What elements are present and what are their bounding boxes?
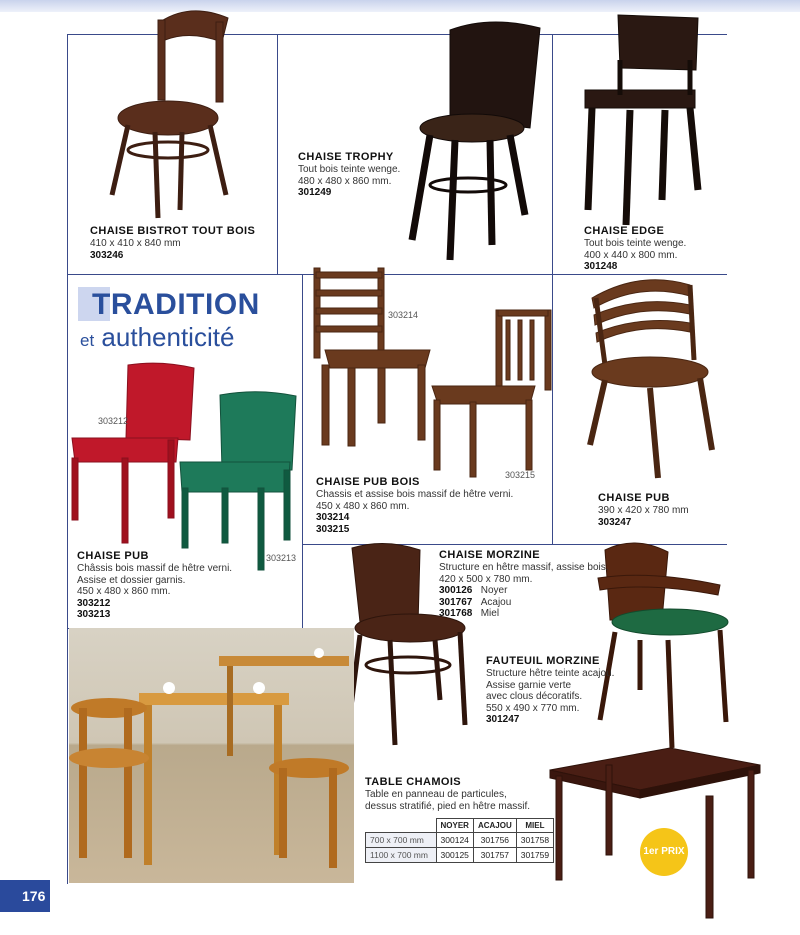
label-303214: 303214 — [388, 310, 419, 320]
trophy-chair-image — [412, 22, 540, 260]
table-row — [366, 833, 554, 848]
product-ref: 303214 — [316, 512, 350, 523]
product-title: CHAISE PUB — [77, 550, 149, 562]
product-fauteuil — [486, 655, 614, 726]
product-desc: 420 x 500 x 780 mm. — [439, 573, 533, 585]
product-desc: Structure hêtre teinte acajou. — [486, 668, 615, 679]
row-label: 700 x 700 mm — [366, 833, 437, 848]
product-ref: 303213 — [77, 609, 111, 620]
edge-chair-image — [585, 15, 698, 225]
product-desc: Tout bois teinte wenge. — [298, 164, 401, 175]
pub-bois-chair-1-image — [314, 268, 430, 446]
product-desc: Table en panneau de particules, — [365, 789, 507, 800]
product-ref: 303212 — [77, 597, 111, 609]
table-cell: 301756 — [473, 833, 516, 848]
product-desc: avec clous décoratifs. — [486, 691, 583, 702]
product-desc: Châssis bois massif de hêtre verni. — [77, 563, 233, 574]
product-desc: dessus stratifié, pied en hêtre massif. — [365, 800, 531, 812]
table-cell: 301758 — [516, 833, 553, 848]
pub-bois-chair-2-image — [432, 310, 551, 477]
header-noyer: NOYER — [436, 819, 473, 833]
restaurant-scene — [69, 628, 354, 883]
product-desc: 550 x 490 x 770 mm. — [486, 702, 580, 714]
product-ref: 301247 — [486, 714, 520, 725]
product-edge — [584, 225, 686, 273]
product-desc: 480 x 480 x 860 mm. — [298, 175, 392, 187]
variant-row — [439, 585, 609, 597]
table-cell: 301759 — [516, 848, 553, 863]
product-table — [365, 776, 530, 812]
product-trophy — [298, 151, 400, 199]
red-chair-image — [72, 363, 194, 543]
product-bistrot — [90, 225, 255, 261]
restaurant-photo — [69, 628, 354, 883]
product-desc: 450 x 480 x 860 mm. — [77, 586, 171, 597]
product-title: CHAISE EDGE — [584, 225, 665, 237]
product-desc: Structure en hêtre massif, assise bois. — [439, 562, 609, 573]
page-heading: TRADITION — [92, 288, 260, 321]
product-ref: 301248 — [584, 261, 618, 272]
product-ref: 303215 — [316, 523, 350, 535]
table-cell: 300124 — [436, 833, 473, 848]
product-title: CHAISE MORZINE — [439, 549, 540, 561]
product-title: TABLE CHAMOIS — [365, 776, 462, 788]
product-title: CHAISE BISTROT TOUT BOIS — [90, 225, 256, 237]
product-desc: 410 x 410 x 840 mm — [90, 238, 181, 249]
fauteuil-chair-image — [598, 543, 728, 748]
product-desc: 450 x 480 x 860 mm. — [316, 500, 410, 512]
row-label: 1100 x 700 mm — [366, 848, 437, 863]
variant-finish: Miel — [480, 608, 500, 619]
header-empty — [366, 819, 437, 833]
label-303212: 303212 — [98, 416, 129, 426]
table-row — [366, 848, 554, 863]
variant-finish: Noyer — [480, 585, 508, 596]
product-ref: 303246 — [90, 249, 124, 261]
product-title: FAUTEUIL MORZINE — [486, 655, 600, 667]
bistrot-chair-image — [112, 11, 228, 218]
subheading-et: et — [80, 331, 95, 350]
product-desc: 400 x 440 x 800 mm. — [584, 249, 678, 261]
header-acajou: ACAJOU — [473, 819, 516, 833]
subheading-word: authenticité — [101, 322, 235, 352]
first-price-badge: 1er PRIX — [640, 828, 688, 876]
variant-ref: 300126 — [439, 585, 473, 596]
variant-ref: 301767 — [439, 596, 473, 608]
table-cell: 301757 — [473, 848, 516, 863]
product-pub-right — [598, 492, 689, 528]
variant-row — [439, 608, 609, 620]
header-miel: MIEL — [516, 819, 553, 833]
product-pub-bois — [316, 476, 513, 535]
price-table-header — [366, 819, 554, 833]
product-title: CHAISE PUB — [598, 492, 670, 504]
product-desc: 390 x 420 x 780 mm — [598, 505, 689, 516]
price-table — [365, 818, 554, 863]
product-pub-left — [77, 550, 232, 621]
label-303215: 303215 — [505, 470, 536, 480]
green-chair-image — [180, 392, 296, 570]
product-desc: Chassis et assise bois massif de hêtre verni. — [316, 489, 514, 500]
product-desc: Tout bois teinte wenge. — [584, 238, 687, 249]
variant-ref: 301768 — [439, 608, 473, 619]
product-title: CHAISE TROPHY — [298, 151, 394, 163]
product-ref: 303247 — [598, 516, 632, 528]
variant-row — [439, 597, 609, 609]
product-ref: 301249 — [298, 187, 332, 198]
label-303213: 303213 — [266, 553, 297, 563]
table-cell: 300125 — [436, 848, 473, 863]
product-morzine — [439, 549, 609, 620]
pub-chair-image — [590, 280, 712, 478]
variant-finish: Acajou — [480, 596, 512, 608]
product-desc: Assise et dossier garnis. — [77, 574, 186, 586]
page-number: 176 — [0, 880, 50, 912]
product-desc: Assise garnie verte — [486, 679, 572, 691]
product-title: CHAISE PUB BOIS — [316, 476, 420, 488]
